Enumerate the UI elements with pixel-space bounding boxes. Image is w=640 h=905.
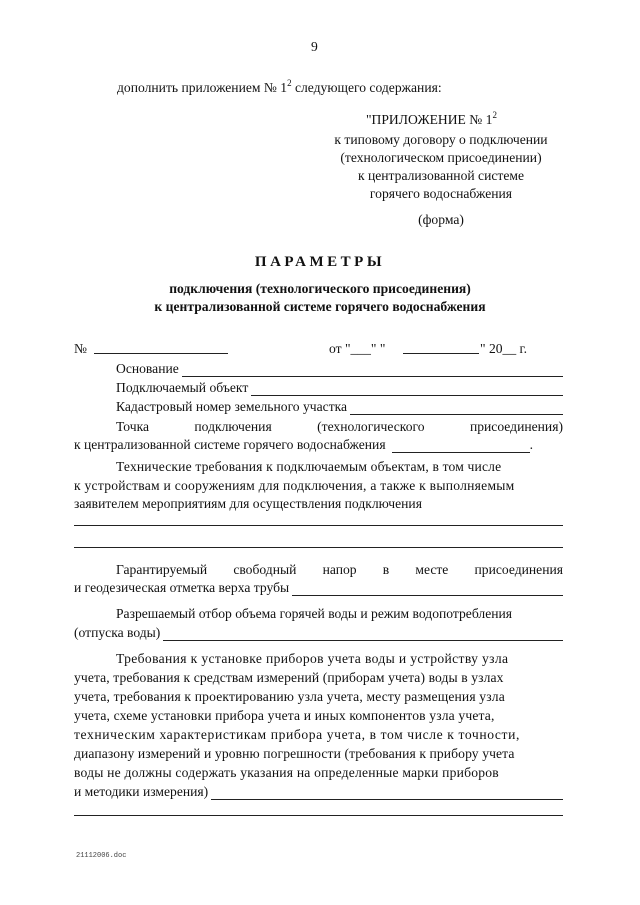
date-month-field[interactable] bbox=[403, 353, 479, 354]
intro-superscript: 2 bbox=[287, 78, 292, 88]
meter-line-4: учета, схеме установки прибора учета и иных компонентов узла учета, bbox=[74, 708, 495, 723]
number-field[interactable] bbox=[94, 353, 228, 354]
heading-title: ПАРАМЕТРЫ bbox=[254, 254, 386, 270]
pressure-line-2-row bbox=[74, 579, 563, 596]
pressure-word-3: напор bbox=[322, 562, 357, 577]
point-line-2-row: к централизованной системе горячего водоснабжения . bbox=[74, 437, 533, 452]
meter-line-5: техническим характеристикам прибора учета, в том числе к точности, bbox=[74, 727, 520, 742]
basis-field[interactable] bbox=[182, 364, 563, 377]
intro-line bbox=[117, 79, 442, 96]
intro-tail: следующего содержания: bbox=[291, 80, 442, 95]
withdrawal-line-2-row bbox=[74, 624, 563, 641]
point-field[interactable] bbox=[392, 440, 530, 453]
page-number: 9 bbox=[311, 39, 318, 54]
appendix-title-text: "ПРИЛОЖЕНИЕ № 1 bbox=[366, 112, 493, 127]
appendix-title bbox=[366, 111, 497, 128]
point-word-3: (технологического bbox=[317, 419, 425, 434]
meter-line-1: Требования к установке приборов учета воды и устройству узла bbox=[116, 651, 509, 666]
number-sign: № bbox=[74, 341, 87, 356]
object-label: Подключаемый объект bbox=[116, 380, 249, 395]
appendix-line-4: горячего водоснабжения bbox=[369, 186, 513, 201]
point-line-2: к централизованной системе горячего водоснабжения bbox=[74, 437, 386, 452]
appendix-line-1: к типовому договору о подключении bbox=[334, 132, 548, 147]
meter-field-1[interactable] bbox=[211, 787, 563, 800]
tech-req-field-1[interactable] bbox=[74, 525, 563, 526]
cadastral-field[interactable] bbox=[350, 402, 563, 415]
intro-text: дополнить приложением № 1 bbox=[117, 80, 288, 95]
meter-line-7: воды не должны содержать указания на определенные марки приборов bbox=[74, 765, 499, 780]
withdrawal-field[interactable] bbox=[163, 628, 563, 641]
meter-line-2: учета, требования к средствам измерений (приборам учета) воды в узлах bbox=[74, 670, 504, 685]
meter-field-2[interactable] bbox=[74, 815, 563, 816]
heading-sub-2: к централизованной системе горячего водоснабжения bbox=[154, 299, 486, 314]
meter-last-row bbox=[74, 783, 563, 800]
withdrawal-line-1: Разрешаемый отбор объема горячей воды и режим водопотребления bbox=[116, 606, 513, 621]
pressure-word-5: месте bbox=[415, 562, 449, 577]
pressure-line-2: и геодезическая отметка верха трубы bbox=[74, 580, 290, 595]
appendix-form-label: (форма) bbox=[418, 212, 464, 227]
appendix-line-2: (технологическом присоединении) bbox=[340, 150, 542, 165]
pressure-word-2: свободный bbox=[233, 562, 297, 577]
appendix-superscript: 2 bbox=[492, 110, 497, 120]
tech-req-line-2: к устройствам и сооружениям для подключения, а также к выполняемым bbox=[74, 478, 515, 493]
cadastral-label: Кадастровый номер земельного участка bbox=[116, 399, 348, 414]
point-word-4: присоединения) bbox=[469, 419, 563, 434]
tech-req-line-3: заявителем мероприятиям для осуществления подключения bbox=[74, 496, 422, 511]
pressure-word-1: Гарантируемый bbox=[116, 562, 208, 577]
appendix-line-3: к централизованной системе bbox=[357, 168, 525, 183]
basis-label: Основание bbox=[116, 361, 179, 376]
cadastral-row bbox=[116, 398, 563, 415]
heading-sub-1: подключения (технологического присоединения) bbox=[169, 281, 471, 296]
date-from-label: от "___" " bbox=[329, 341, 386, 356]
object-row bbox=[116, 379, 563, 396]
meter-last-line: и методики измерения) bbox=[74, 784, 209, 799]
tech-req-line-1: Технические требования к подключаемым объектам, в том числе bbox=[116, 459, 502, 474]
point-word-1: Точка bbox=[116, 419, 149, 434]
date-year-label: " 20__ г. bbox=[480, 341, 527, 356]
point-line-1 bbox=[116, 418, 563, 435]
tech-req-field-2[interactable] bbox=[74, 547, 563, 548]
pressure-line-1 bbox=[116, 561, 563, 578]
pressure-word-6: присоединения bbox=[474, 562, 563, 577]
object-field[interactable] bbox=[251, 383, 563, 396]
pressure-word-4: в bbox=[382, 562, 390, 577]
meter-line-3: учета, требования к проектированию узла учета, месту размещения узла bbox=[74, 689, 505, 704]
meter-line-6: диапазону измерений и уровню погрешности (требования к прибору учета bbox=[74, 746, 515, 761]
footer-file-code: 21112006.doc bbox=[76, 852, 127, 860]
point-word-2: подключения bbox=[194, 419, 272, 434]
basis-row bbox=[116, 360, 563, 377]
withdrawal-line-2: (отпуска воды) bbox=[74, 625, 161, 640]
pressure-field[interactable] bbox=[292, 583, 563, 596]
